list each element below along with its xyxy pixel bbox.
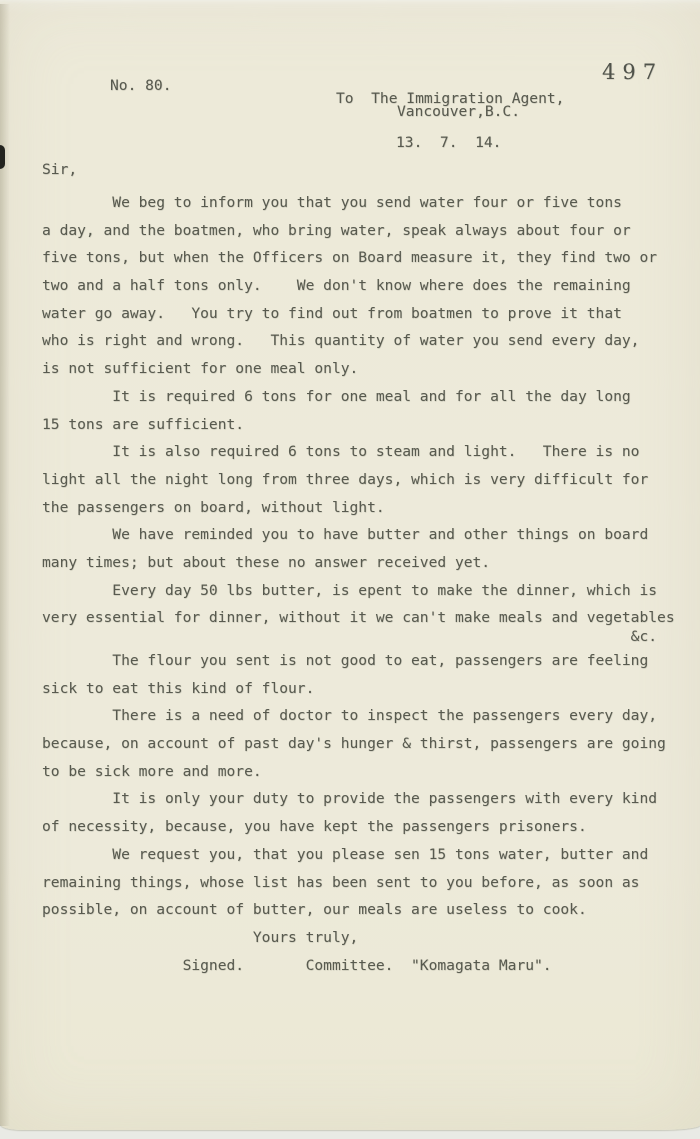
letter-line: We request you, that you please sen 15 tons water, butter and	[42, 845, 649, 863]
letter-line: to be sick more and more.	[42, 762, 262, 780]
letter-line: The flour you sent is not good to eat, passengers are feeling	[42, 652, 649, 669]
letter-line: the passengers on board, without light.	[42, 498, 385, 516]
letter-line: It is also required 6 tons to steam and light. There is no	[42, 443, 640, 461]
letter-line: possible, on account of butter, our meals are useless to cook.	[42, 901, 587, 919]
letter-line: five tons, but when the Officers on Board measure it, they find two or	[42, 249, 658, 267]
recipient-line-1: To The Immigration Agent,	[336, 90, 565, 107]
letter-line: many times; but about these no answer received yet.	[42, 553, 491, 571]
recipient-line-2: Vancouver,B.C.	[397, 103, 521, 120]
page-number: 497	[602, 60, 664, 84]
letter-line: sick to eat this kind of flour.	[42, 679, 315, 697]
letter-line: because, on account of past day's hunger & thirst, passengers are going	[42, 735, 666, 753]
letter-line: light all the night long from three days, which is very difficult for	[42, 470, 649, 488]
letter-line: Every day 50 lbs butter, is epent to make the dinner, which is	[42, 581, 658, 599]
letter-line: &c.	[42, 628, 658, 645]
scan-left-edge	[0, 4, 10, 1126]
letter-line: who is right and wrong. This quantity of water you send every day,	[42, 332, 640, 350]
letter-line: is not sufficient for one meal only.	[42, 360, 359, 378]
letter-line: We beg to inform you that you send water four or five tons	[42, 194, 622, 211]
letter-date: 13. 7. 14.	[396, 134, 502, 151]
letter-line: It is only your duty to provide the passengers with every kind	[42, 790, 658, 808]
letter-line: two and a half tons only. We don't know where does the remaining	[42, 277, 631, 295]
letter-line: Yours truly,	[42, 928, 359, 946]
letter-line: remaining things, whose list has been sent to you before, as soon as	[42, 873, 640, 891]
salutation: Sir,	[42, 161, 78, 178]
letter-line: water go away. You try to find out from boatmen to prove it that	[42, 304, 622, 322]
letter-number: No. 80.	[110, 77, 172, 94]
letter-line: It is required 6 tons for one meal and for all the day long	[42, 387, 631, 405]
letter-line: 15 tons are sufficient.	[42, 415, 245, 433]
letter-line: a day, and the boatmen, who bring water, speak always about four or	[42, 221, 631, 239]
letter-line: very essential for dinner, without it we can't make meals and vegetables	[42, 609, 675, 627]
letter-line: of necessity, because, you have kept the passengers prisoners.	[42, 818, 587, 836]
letter-line: There is a need of doctor to inspect the passengers every day,	[42, 707, 658, 725]
letter-line: Signed. Committee. "Komagata Maru".	[42, 956, 552, 974]
letter-body	[42, 189, 687, 979]
letter-line: We have reminded you to have butter and other things on board	[42, 526, 649, 544]
scan-edge-mark	[0, 145, 5, 169]
